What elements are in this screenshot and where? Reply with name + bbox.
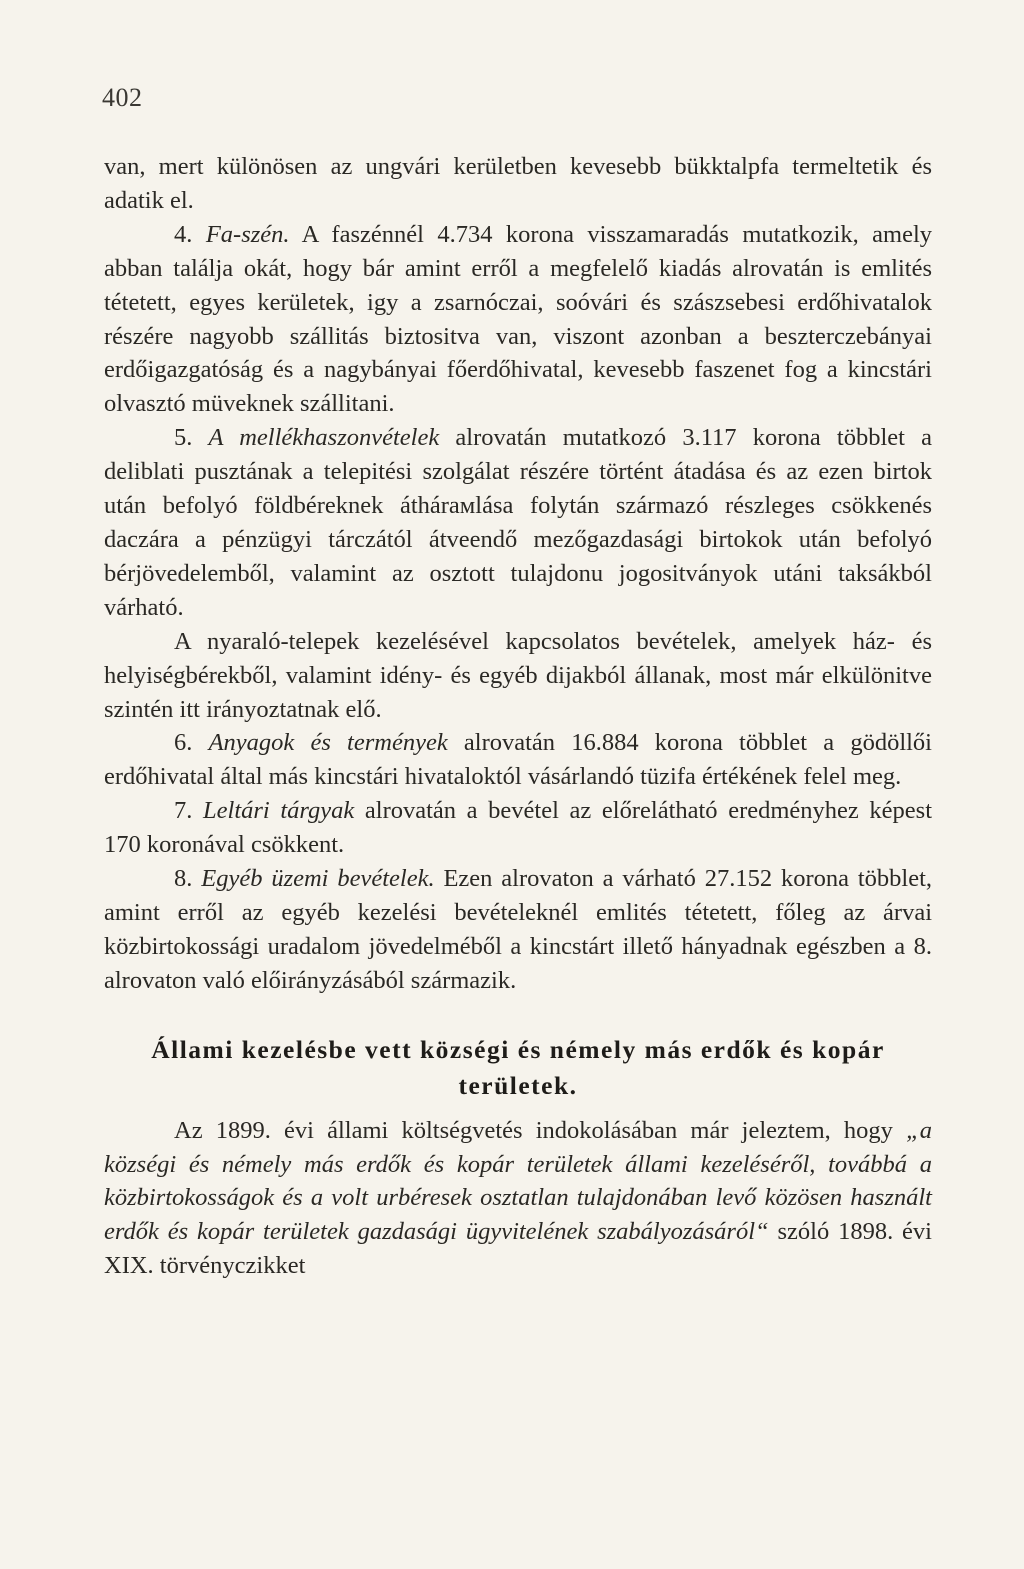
italic-text: Fa-szén. [205,220,290,248]
section-paragraphs [104,1114,932,1284]
italic-text: Leltári tárgyak [203,797,355,825]
text-run: 6. [174,729,209,757]
text-run: alrovatán 16.884 korona többlet a gödöllői erdőhivatal által más kincstári hivataloktól vásárlandó tüzifa értékének felel meg. [104,729,932,791]
paragraph [104,862,932,998]
text-run: A nyaraló-telepek kezelésével kapcsolatos bevételek, amelyek ház- és helyiségbérekből, valamint idény- és egyéb dijakból állanak, most már elkülönitve szintén itt irányoztatnak elő. [104,627,932,723]
italic-text: Anyagok és termények [208,729,448,757]
text-run: Ezen alrovaton a várható 27.152 korona többlet, amint erről az egyéb kezelési bevételeknél emlités tétetett, főleg az árvai közbirtokossági uradalom jövedelméből a kincstárt illető hányadnak egészben a 8. alrovaton való előirányzásából származik. [104,865,933,994]
text-run: alrovatán a bevétel az előrelátható eredményhez képest 170 koronával csökkent. [104,797,932,859]
paragraph [104,794,932,862]
text-run: alrovatán mutatkozó 3.117 korona többlet a deliblati pusztának a telepitési szolgálat részére történt átadása és az ezen birtok után befolyó földbéreknek áthárамlása folytán származó részleges csökkenés daczára a pénzügyi tárczától átveendő mezőgazdasági birtokok után befolyó bérjövedelemből, valamint az osztott tulajdonu jogositványok utáni taksákból várható. [104,424,932,621]
document-body [104,150,932,1283]
text-run: szóló 1898. évi XIX. törvényczikket [104,1218,932,1280]
paragraph [104,625,932,727]
page-number: 402 [102,83,143,112]
paragraph [104,150,932,218]
text-run: 4. [174,220,206,248]
section-heading: Állami kezelésbe vett községi és némely más erdők és kopár területek. [151,1034,885,1100]
paragraph [104,1114,932,1284]
text-run: 7. [174,797,204,825]
text-run: A faszénnél 4.734 korona visszamaradás mutatkozik, amely abban találja okát, hogy bár amint erről a megfelelő kiadás alrovatán is emlités tétetett, egyes kerületek, igy a zsarnóczai, soóvári és szászsebesi erdőhivatalok részére nagyobb szállitás biztositva van, viszont azonban a beszterczebányai erdőigazgatóság és a nagybányai főerdőhivatal, kevesebb faszenet fog a kincstári olvasztó müveknek szállitani. [104,220,933,418]
text-run: Az 1899. évi állami költségvetés indokolásában már jeleztem, hogy [174,1116,907,1144]
paragraph [104,421,932,624]
text-run: van, mert különösen az ungvári kerületben kevesebb bükktalpfa termeltetik és adatik el. [104,153,932,214]
italic-text: Egyéb üzemi bevételek. [201,865,435,893]
text-run: 5. [174,424,209,452]
paragraph [104,218,932,421]
paragraphs [104,150,932,998]
italic-text: „a községi és némely más erdők és kopár területek állami kezeléséről, továbbá a közbirtokosságok és a volt urbéresek osztatlan tulajdonában levő közösen használt erdők és kopár területek gazdasági ügyvitelének szabályozásáról“ [104,1116,932,1246]
italic-text: A mellékhaszonvételek [208,424,440,452]
text-run: 8. [174,865,202,893]
paragraph [104,726,932,794]
